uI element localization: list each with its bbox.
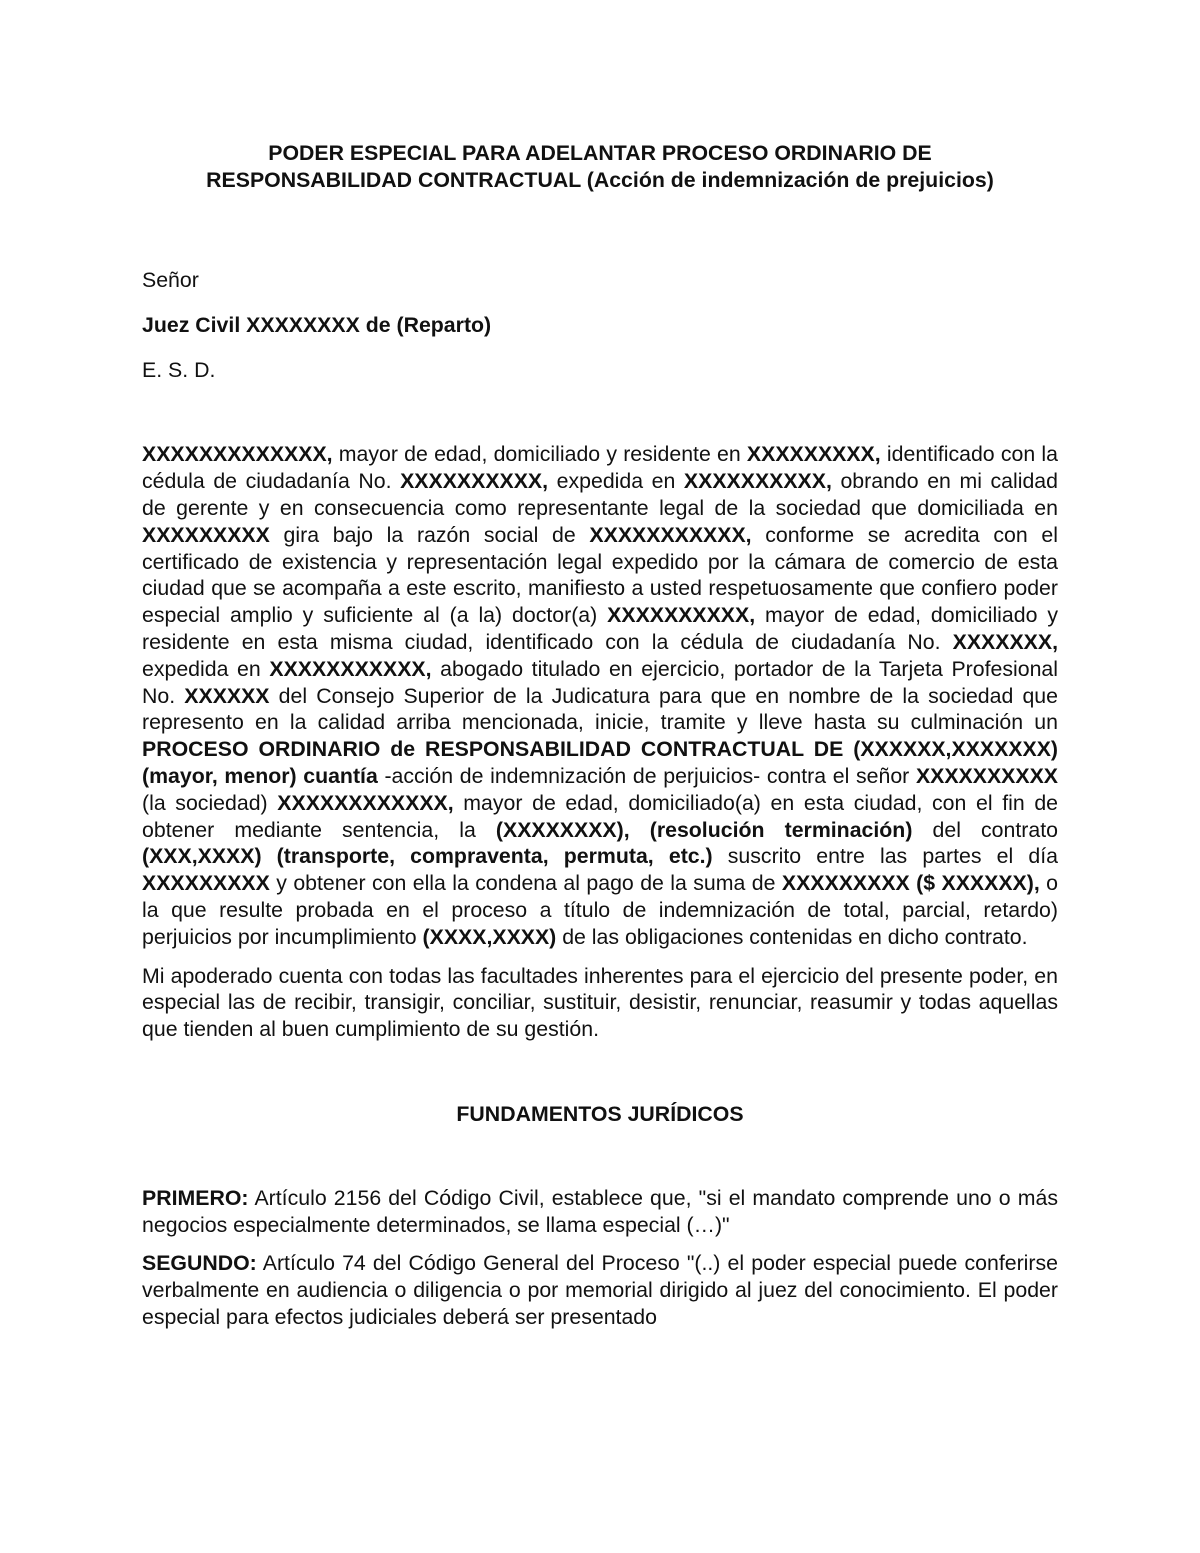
professional-card-number: XXXXXX <box>184 683 270 708</box>
text-segment: identificado con la cédula de ciudadanía No. <box>142 442 1058 494</box>
power-grant-paragraph <box>142 441 1058 950</box>
section-heading-fundamentos: FUNDAMENTOS JURÍDICOS <box>456 1101 744 1126</box>
text-segment: mayor de edad, domiciliado y residente en <box>332 442 747 467</box>
text-segment: expedida en <box>548 469 684 494</box>
company-city: XXXXXXXXX <box>142 522 270 547</box>
attorney-id-city: XXXXXXXXXXX, <box>269 656 432 681</box>
title-line-1: PODER ESPECIAL PARA ADELANTAR PROCESO ORDINARIO DE <box>268 141 932 165</box>
text-segment: (la sociedad) <box>142 790 278 815</box>
grantor-city: XXXXXXXXX, <box>746 442 881 467</box>
process-type: PROCESO ORDINARIO de RESPONSABILIDAD CONTRACTUAL DE (XXXXXX,XXXXXXX) (mayor, menor) cuantía <box>142 737 1058 788</box>
text-segment: expedida en <box>142 656 270 681</box>
attorney-name: XXXXXXXXXX, <box>607 603 756 628</box>
fundamento-label: PRIMERO: <box>142 1185 249 1210</box>
breach-type: (XXXX,XXXX) <box>422 924 557 949</box>
claimed-amount: XXXXXXXXX ($ XXXXXX), <box>781 871 1040 896</box>
text-segment: suscrito entre las partes el día <box>712 844 1058 869</box>
text-segment: y obtener con ella la condena al pago de la suma de <box>269 871 782 896</box>
document-title <box>142 140 1058 194</box>
requested-ruling: (XXXXXXXX), (resolución terminación) <box>495 817 913 842</box>
defendant-company: XXXXXXXXXXXX, <box>277 790 454 815</box>
contract-type: (XXX,XXXX) (transporte, compraventa, permuta, etc.) <box>142 844 713 869</box>
addressee: Juez Civil XXXXXXXX de (Reparto) <box>142 312 492 337</box>
grantor-id-number: XXXXXXXXXX, <box>400 469 549 494</box>
fundamento-primero <box>142 1185 1058 1239</box>
fundamento-segundo <box>142 1250 1058 1330</box>
defendant-name: XXXXXXXXXX <box>915 763 1058 788</box>
fundamento-label: SEGUNDO: <box>142 1251 257 1276</box>
document-page <box>142 140 1058 1331</box>
grantor-name: XXXXXXXXXXXXX, <box>142 442 333 467</box>
greeting: Señor <box>142 268 199 292</box>
fundamento-text: Artículo 2156 del Código Civil, establece que, "si el mandato comprende uno o más negocios especialmente determinados, se llama especial (…)" <box>142 1185 1058 1237</box>
text-segment: abogado titulado en ejercicio, portador de la Tarjeta Profesional No. <box>142 656 1058 708</box>
company-name: XXXXXXXXXXX, <box>589 522 752 547</box>
text-segment: mayor de edad, domiciliado(a) en esta ciudad, con el fin de obtener mediante sentencia, la <box>142 790 1059 842</box>
fundamento-text: Artículo 74 del Código General del Proceso "(..) el poder especial puede conferirse verbalmente en audiencia o diligencia o por memorial dirigido al juez del conocimiento. El poder especial para efectos judiciales deberá ser presentado <box>142 1251 1058 1329</box>
text-segment: de las obligaciones contenidas en dicho contrato. <box>556 924 1028 949</box>
text-segment: -acción de indemnización de perjuicios- contra el señor <box>377 763 916 788</box>
faculties-paragraph: Mi apoderado cuenta con todas las facultades inherentes para el ejercicio del presente poder, en especial las de recibir, transigir, conciliar, sustituir, desistir, renunciar, reasumir y todas aquellas que tienden al buen cumplimiento de su gestión. <box>142 963 1058 1042</box>
text-segment: conforme se acredita con el certificado de existencia y representación legal expedido por la cámara de comercio de esta ciudad que se acompaña a este escrito, manifiesto a usted respetuosamente que confiero poder especial amplio y suficiente al (a la) doctor(a) <box>142 522 1058 628</box>
grantor-id-city: XXXXXXXXXX, <box>683 469 832 494</box>
attorney-id-number: XXXXXXX, <box>952 629 1058 654</box>
text-segment: del Consejo Superior de la Judicatura para que en nombre de la sociedad que represento en la calidad arriba mencionada, inicie, tramite y lleve hasta su culminación un <box>142 683 1058 735</box>
text-segment: del contrato <box>912 817 1058 842</box>
text-segment: gira bajo la razón social de <box>269 522 590 547</box>
text-segment: o la que resulte probada en el proceso a título de indemnización de total, parcial, retardo) perjuicios por incumplimiento <box>142 871 1059 949</box>
title-line-2: RESPONSABILIDAD CONTRACTUAL (Acción de indemnización de prejuicios) <box>206 168 994 192</box>
esd-line: E. S. D. <box>142 357 216 382</box>
text-segment: obrando en mi calidad de gerente y en consecuencia como representante legal de la sociedad que domiciliada en <box>142 469 1058 520</box>
text-segment: mayor de edad, domiciliado y residente en esta misma ciudad, identificado con la cédula de ciudadanía No. <box>142 603 1058 654</box>
contract-date: XXXXXXXXX <box>142 871 270 896</box>
